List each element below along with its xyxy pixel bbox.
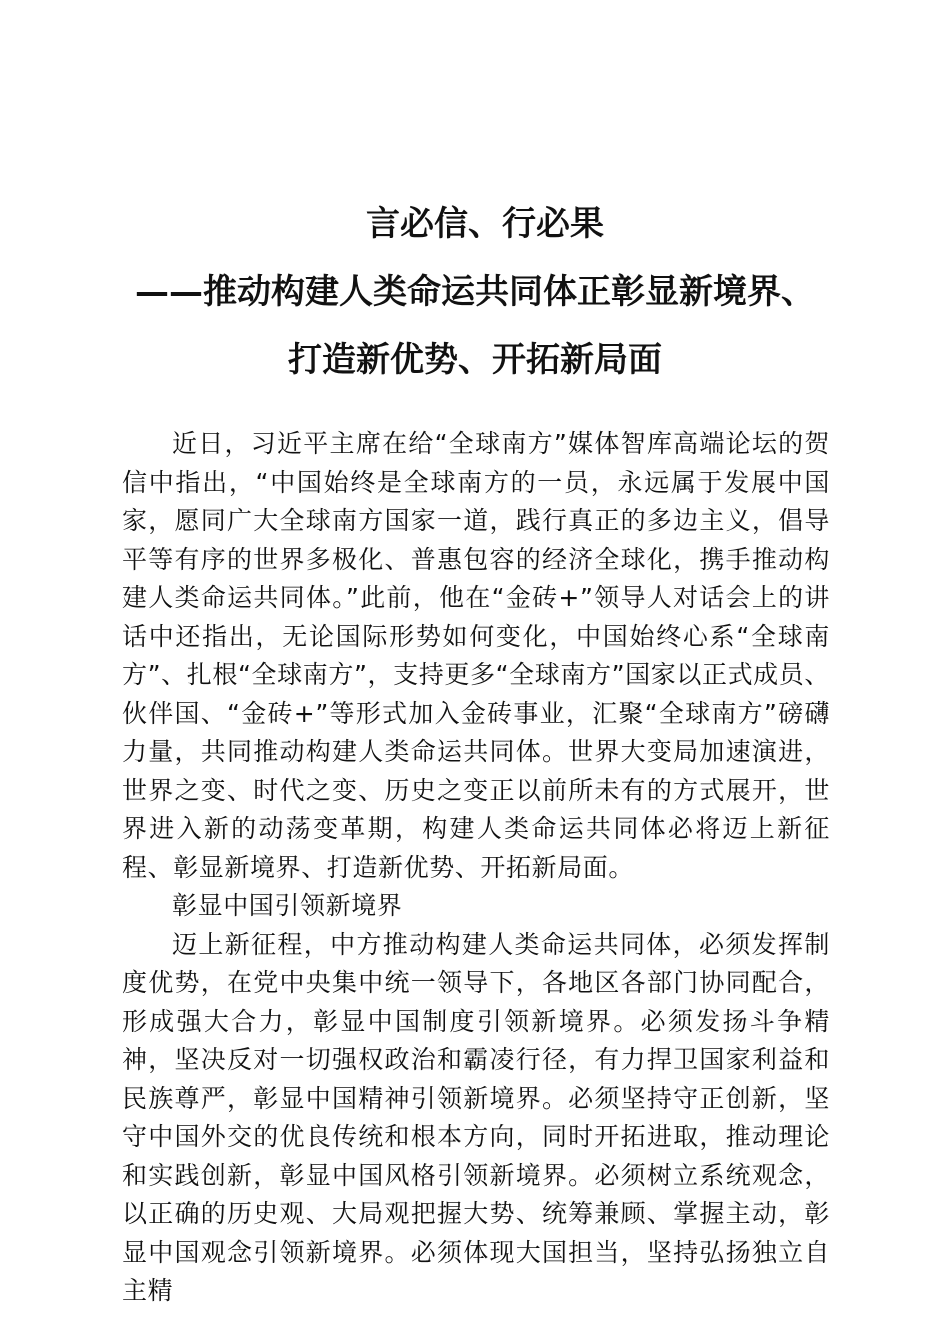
section-paragraph: 迈上新征程，中方推动构建人类命运共同体，必须发挥制度优势，在党中央集中统一领导下，各地区各部门协同配合，形成强大合力，彰显中国制度引领新境界。必须发扬斗争精神，坚决反对一切强权政治和霸凌行径，有力捍卫国家利益和民族尊严，彰显中国精神引领新境界。必须坚持守正创新，坚守中国外交的优良传统和根本方向，同时开拓进取，推动理论和实践创新，彰显中国风格引领新境界。必须树立系统观念，以正确的历史观、大局观把握大势、统筹兼顾、掌握主动，彰显中国观念引领新境界。必须体现大国担当，坚持弘扬独立自主精 (122, 929, 830, 1305)
document-body (122, 425, 830, 1311)
title-block (0, 190, 950, 394)
document-subtitle-line-1: ——推动构建人类命运共同体正彰显新境界、 (135, 272, 815, 312)
section-heading: 彰显中国引领新境界 (172, 891, 403, 920)
document-subtitle-line-2: 打造新优势、开拓新局面 (288, 340, 662, 380)
intro-paragraph: 近日，习近平主席在给“全球南方”媒体智库高端论坛的贺信中指出，“中国始终是全球南方的一员，永远属于发展中国家，愿同广大全球南方国家一道，践行真正的多边主义，倡导平等有序的世界多极化、普惠包容的经济全球化，携手推动构建人类命运共同体。”此前，他在“金砖+”领导人对话会上的讲话中还指出，无论国际形势如何变化，中国始终心系“全球南方”、扎根“全球南方”，支持更多“全球南方”国家以正式成员、伙伴国、“金砖+”等形式加入金砖事业，汇聚“全球南方”磅礴力量，共同推动构建人类命运共同体。世界大变局加速演进，世界之变、时代之变、历史之变正以前所未有的方式展开，世界进入新的动荡变革期，构建人类命运共同体必将迈上新征程、彰显新境界、打造新优势、开拓新局面。 (122, 429, 830, 882)
document-title: 言必信、行必果 (366, 204, 604, 244)
